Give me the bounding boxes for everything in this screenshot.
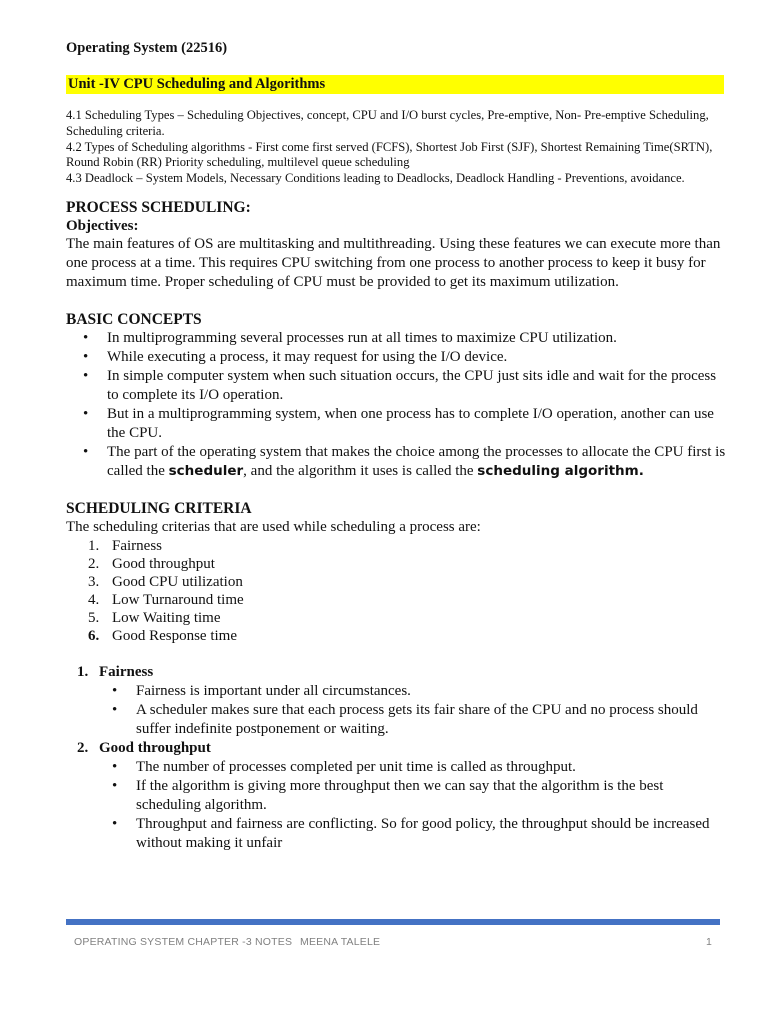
objectives-paragraph: The main features of OS are multitasking and multithreading. Using these features we can execute more than one process at a time. This requires CPU switching from one process to another process to keep it busy for maximum time. Proper scheduling of CPU must be provided to get its maximum utilization.	[66, 235, 721, 290]
list-item: • But in a multiprogramming system, when one process has to complete I/O operation, another can use the CPU.	[66, 405, 726, 443]
list-item	[66, 537, 726, 555]
list-number: 2.	[88, 555, 100, 572]
list-item-text: Good Response time	[112, 627, 237, 644]
syllabus-item: 4.2 Types of Scheduling algorithms - First come first served (FCFS), Shortest Job First (SJF), Shortest Remaining Time(SRTN), Round Robin (RR) Priority scheduling, multilevel queue scheduling	[66, 139, 713, 170]
list-item-text: Good CPU utilization	[112, 573, 243, 590]
throughput-heading	[66, 739, 726, 758]
fairness-heading	[66, 663, 726, 682]
document-page	[66, 40, 726, 853]
section-number: 2.	[77, 739, 89, 756]
list-item	[66, 627, 726, 645]
list-number: 5.	[88, 609, 100, 626]
list-item: • A scheduler makes sure that each process gets its fair share of the CPU and no process should suffer indefinite postponement or waiting.	[66, 701, 726, 739]
fairness-list	[66, 682, 726, 739]
list-item: • While executing a process, it may request for using the I/O device.	[66, 348, 726, 367]
term-scheduling-algorithm: scheduling algorithm.	[477, 462, 644, 479]
basic-concepts-list	[66, 329, 726, 481]
unit-heading: Unit -IV CPU Scheduling and Algorithms	[66, 75, 724, 94]
section-title: Good throughput	[99, 739, 211, 756]
page-footer	[66, 936, 716, 952]
syllabus-block	[66, 108, 726, 187]
list-number: 6.	[88, 627, 100, 644]
process-scheduling-heading: PROCESS SCHEDULING:	[66, 198, 251, 216]
list-number: 3.	[88, 573, 100, 590]
footer-author: MEENA TALELE	[300, 936, 381, 948]
list-item: • In multiprogramming several processes run at all times to maximize CPU utilization.	[66, 329, 726, 348]
list-number: 1.	[88, 537, 100, 554]
list-item: • In simple computer system when such situation occurs, the CPU just sits idle and wait for the process to complete its I/O operation.	[66, 367, 726, 405]
section-title: Fairness	[99, 663, 154, 680]
scheduling-criteria-heading: SCHEDULING CRITERIA	[66, 499, 252, 517]
page-number: 1	[705, 936, 712, 948]
list-item: • The number of processes completed per unit time is called as throughput.	[66, 758, 726, 777]
syllabus-item: 4.1 Scheduling Types – Scheduling Objectives, concept, CPU and I/O burst cycles, Pre-emptive, Non- Pre-emptive Scheduling, Scheduling criteria.	[66, 108, 709, 138]
list-item	[66, 443, 726, 481]
list-item-text: Fairness	[112, 537, 162, 554]
syllabus-item: 4.3 Deadlock – System Models, Necessary Conditions leading to Deadlocks, Deadlock Handling - Preventions, avoidance.	[66, 171, 685, 186]
scheduling-criteria-intro: The scheduling criterias that are used while scheduling a process are:	[66, 518, 481, 535]
list-item-text: Low Waiting time	[112, 609, 221, 626]
section-number: 1.	[77, 663, 89, 680]
objectives-heading: Objectives:	[66, 217, 139, 234]
list-item: • Throughput and fairness are conflicting. So for good policy, the throughput should be increased without making it unfair	[66, 815, 726, 853]
list-item: • If the algorithm is giving more throughput then we can say that the algorithm is the best scheduling algorithm.	[66, 777, 726, 815]
basic-concepts-heading: BASIC CONCEPTS	[66, 310, 202, 328]
footer-divider	[66, 919, 720, 925]
list-item	[66, 555, 726, 573]
footer-title: OPERATING SYSTEM CHAPTER -3 NOTES	[74, 936, 293, 948]
throughput-list	[66, 758, 726, 853]
list-item-text: Good throughput	[112, 555, 215, 572]
list-item	[66, 573, 726, 591]
list-item	[66, 609, 726, 627]
criteria-list	[66, 537, 726, 645]
term-scheduler: scheduler	[168, 462, 244, 479]
list-item-text: The part of the operating system that makes the choice among the processes to allocate the CPU first is called the	[107, 443, 726, 479]
list-item: • Fairness is important under all circumstances.	[66, 682, 726, 701]
course-title: Operating System (22516)	[66, 40, 228, 56]
list-number: 4.	[88, 591, 100, 608]
list-item-text: , and the algorithm it uses is called the	[243, 462, 478, 479]
list-item-text: Low Turnaround time	[112, 591, 244, 608]
list-item	[66, 591, 726, 609]
